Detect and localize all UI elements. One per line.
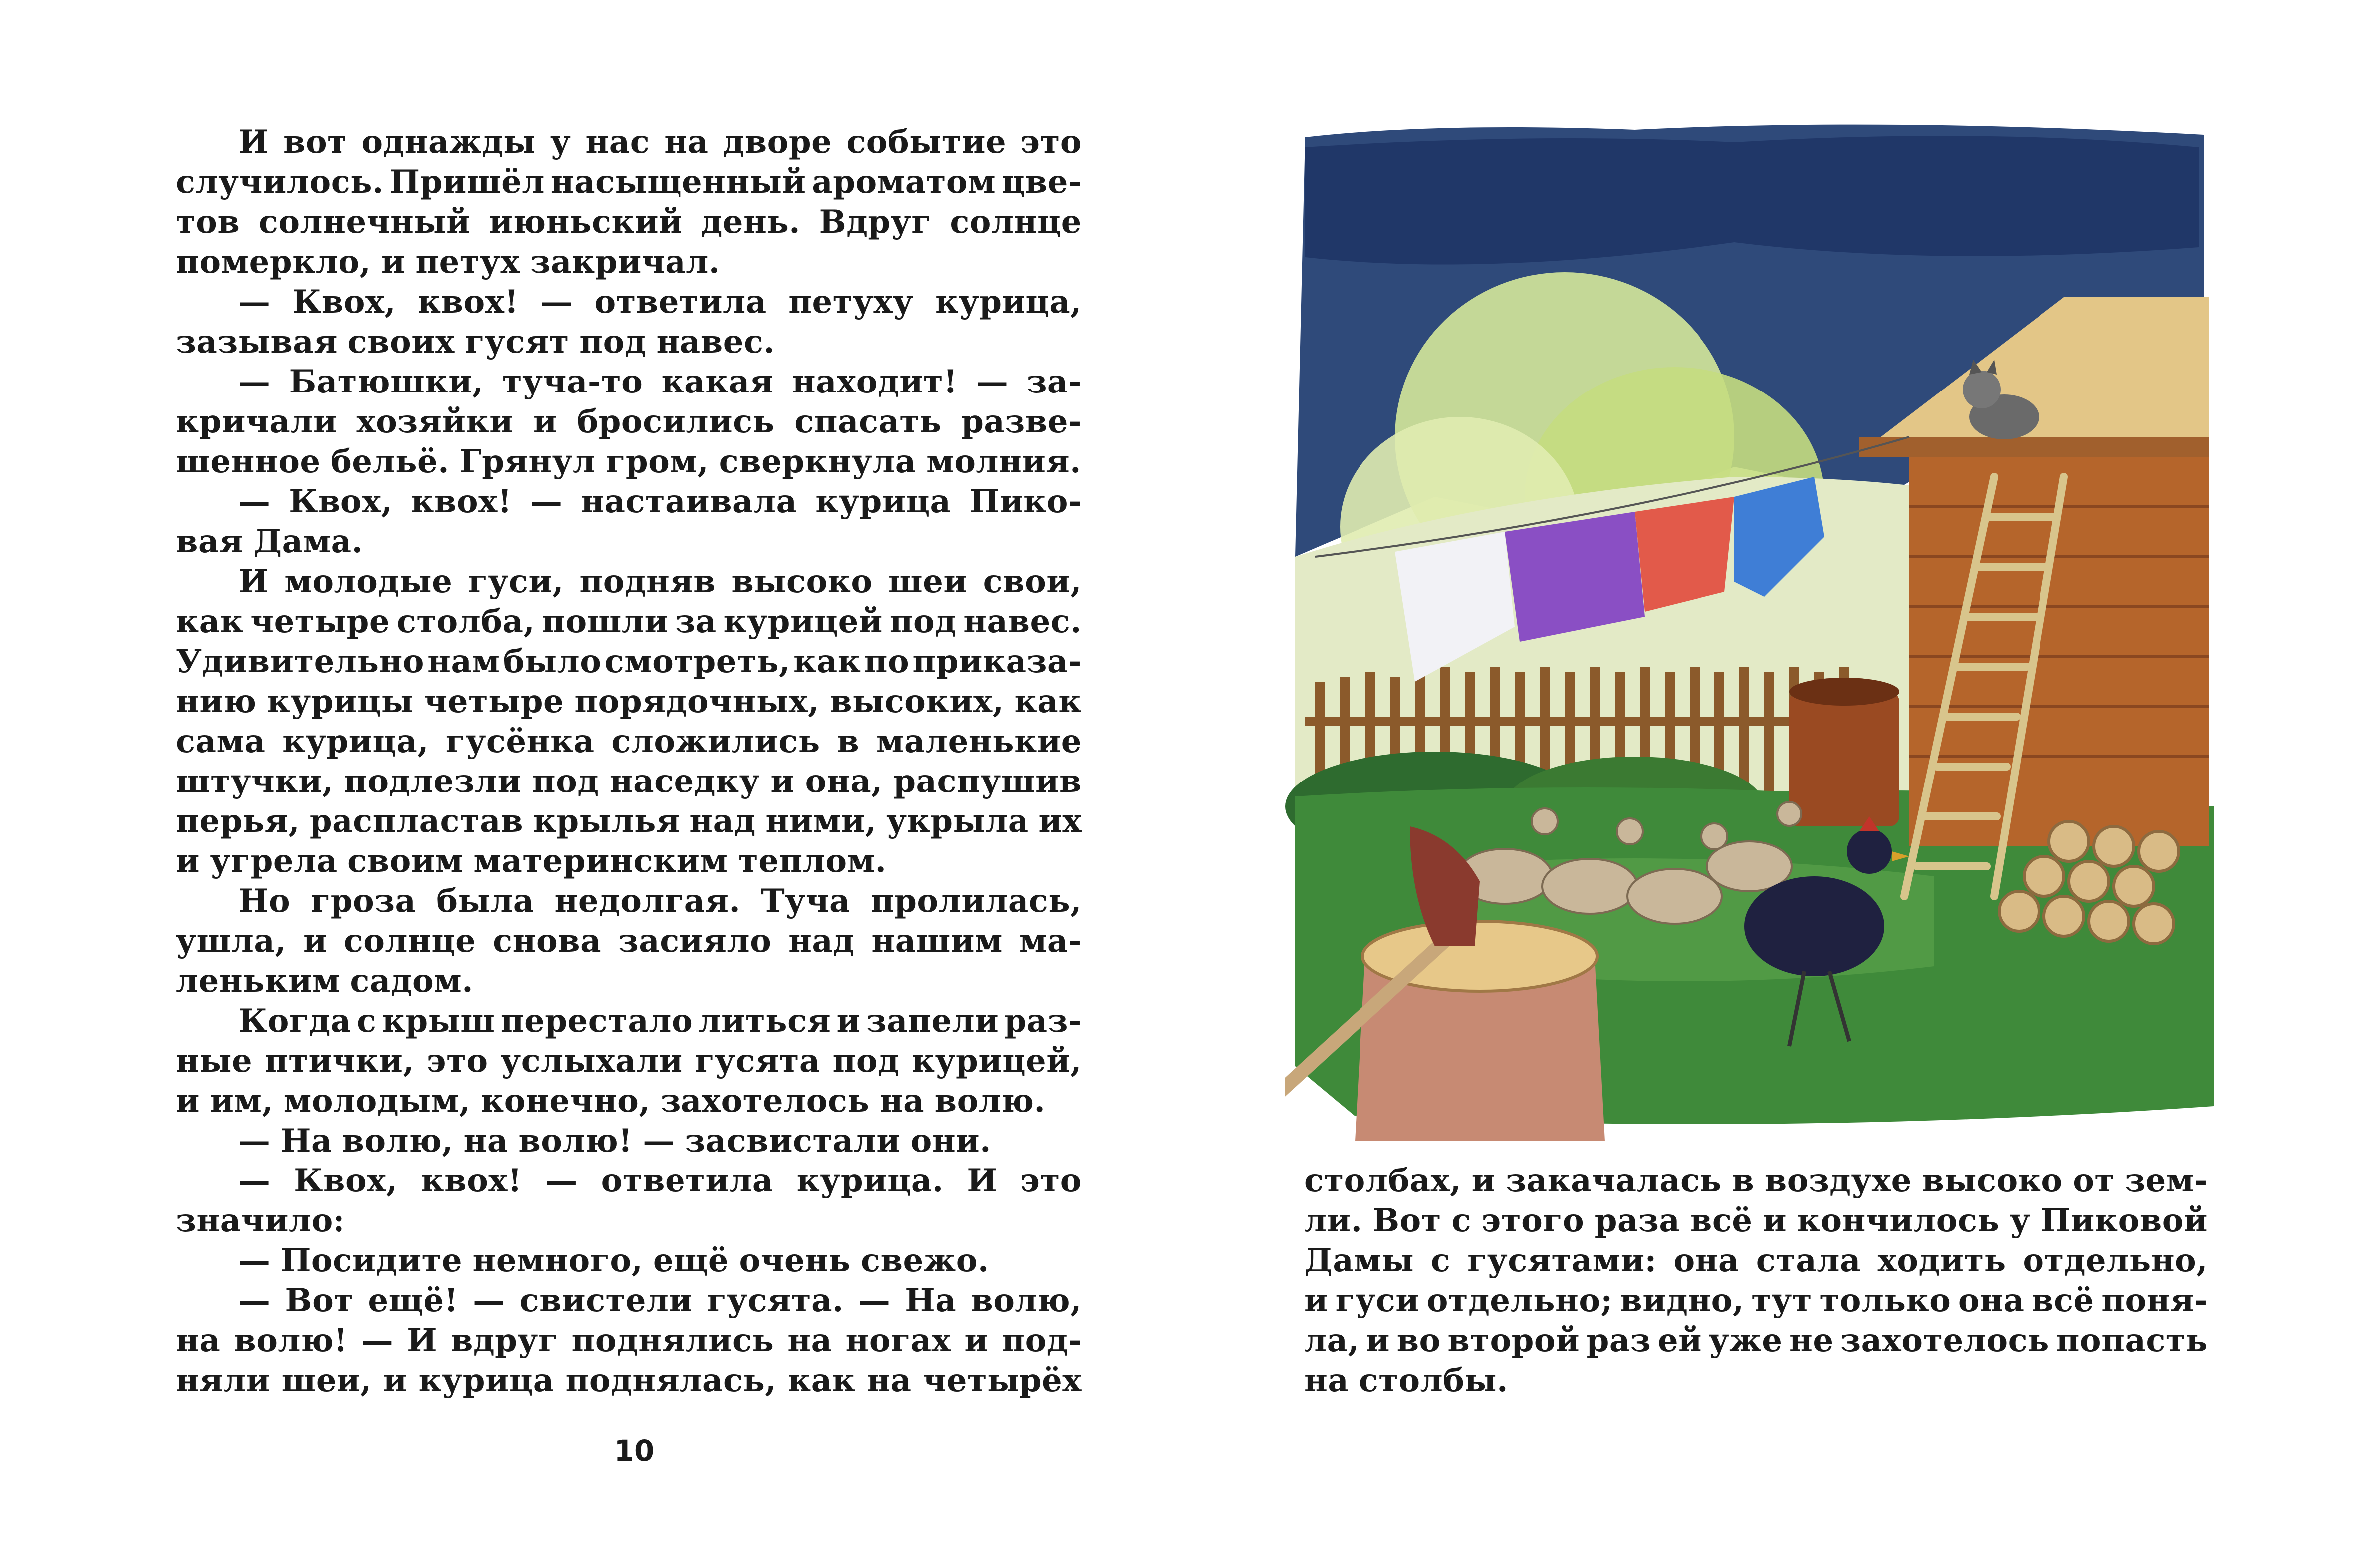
text-line: на столбы.	[1304, 1362, 1508, 1399]
text-line: И молодые гуси, подняв высоко шеи свои,	[238, 563, 1082, 600]
text-line: ные птички, это услыхали гусята под курицей,	[176, 1042, 1082, 1080]
text-line: шенное бельё. Грянул гром, сверкнула молния.	[176, 443, 1081, 480]
text-line: И вот однажды у нас на дворе событие это	[238, 123, 1082, 161]
right-page-text	[1304, 1161, 2208, 1401]
paragraph	[176, 1121, 1082, 1161]
text-line: перья, распластав крылья над ними, укрыла их	[176, 802, 1082, 840]
paragraph	[176, 881, 1082, 1001]
text-line: тов солнечный июньский день. Вдруг солнце	[176, 203, 1082, 241]
text-line: значило:	[176, 1202, 345, 1239]
text-line: нию курицы четыре порядочных, высоких, как	[176, 683, 1082, 720]
text-line: — Батюшки, туча-то какая находит! — за-	[238, 363, 1082, 400]
text-line: Когда с крыш перестало литься и запели раз-	[238, 1002, 1082, 1040]
text-line: на волю! — И вдруг поднялись на ногах и под-	[176, 1322, 1082, 1359]
illustration-storm-yard	[1285, 117, 2224, 1156]
text-line: няли шеи, и курица поднялась, как на четырёх	[176, 1362, 1082, 1399]
paragraph	[176, 562, 1082, 881]
page-number: 10	[614, 1434, 655, 1468]
paragraph	[1304, 1161, 2208, 1401]
text-line: и им, молодым, конечно, захотелось на волю.	[176, 1082, 1046, 1120]
text-line: ла, и во второй раз ей уже не захотелось попасть	[1304, 1322, 2208, 1359]
right-page	[1190, 0, 2380, 1563]
text-line: как четыре столба, пошли за курицей под навес.	[176, 603, 1082, 640]
text-line: Но гроза была недолгая. Туча пролилась,	[238, 882, 1082, 920]
text-line: ли. Вот с этого раза всё и кончилось у Пиковой	[1304, 1202, 2208, 1239]
paragraph	[176, 482, 1082, 562]
barrel-top	[1789, 678, 1899, 706]
text-line: случилось. Пришёл насыщенный ароматом цве-	[176, 163, 1082, 201]
text-line: — Квох, квох! — ответила курица. И это	[238, 1162, 1082, 1199]
text-line: столбах, и закачалась в воздухе высоко от зем-	[1304, 1162, 2208, 1199]
left-page-text	[176, 122, 1082, 1401]
illustration-svg	[1285, 117, 2224, 1156]
text-line: — Вот ещё! — свистели гусята. — На волю,	[238, 1282, 1082, 1319]
text-line: ушла, и солнце снова засияло над нашим ма-	[176, 922, 1082, 960]
barrel	[1789, 692, 1899, 826]
text-line: Дамы с гусятами: она стала ходить отдельно,	[1304, 1242, 2208, 1279]
text-line: — Посидите немного, ещё очень свежо.	[238, 1242, 989, 1279]
text-line: — Квох, квох! — настаивала курица Пико-	[238, 483, 1082, 520]
text-line: и угрела своим материнским теплом.	[176, 842, 887, 880]
text-line: кричали хозяйки и бросились спасать разве-	[176, 403, 1082, 440]
text-line: вая Дама.	[176, 523, 363, 560]
text-line: штучки, подлезли под наседку и она, распушив	[176, 763, 1082, 800]
text-line: — На волю, на волю! — засвистали они.	[238, 1122, 991, 1160]
text-line: леньким садом.	[176, 962, 474, 1000]
paragraph	[176, 122, 1082, 282]
paragraph	[176, 362, 1082, 482]
paragraph	[176, 1241, 1082, 1281]
text-line: померкло, и петух закричал.	[176, 243, 720, 281]
paragraph	[176, 1001, 1082, 1121]
text-line: — Квох, квох! — ответила петуху курица,	[238, 283, 1082, 321]
text-line: и гуси отдельно; видно, тут только она всё поня-	[1304, 1282, 2208, 1319]
paragraph	[176, 1161, 1082, 1241]
text-line: Удивительно нам было смотреть, как по приказа-	[176, 643, 1082, 680]
paragraph	[176, 1281, 1082, 1401]
text-line: зазывая своих гусят под навес.	[176, 323, 775, 361]
paragraph	[176, 282, 1082, 362]
barn-eave	[1859, 437, 2209, 457]
text-line: сама курица, гусёнка сложились в маленькие	[176, 723, 1082, 760]
